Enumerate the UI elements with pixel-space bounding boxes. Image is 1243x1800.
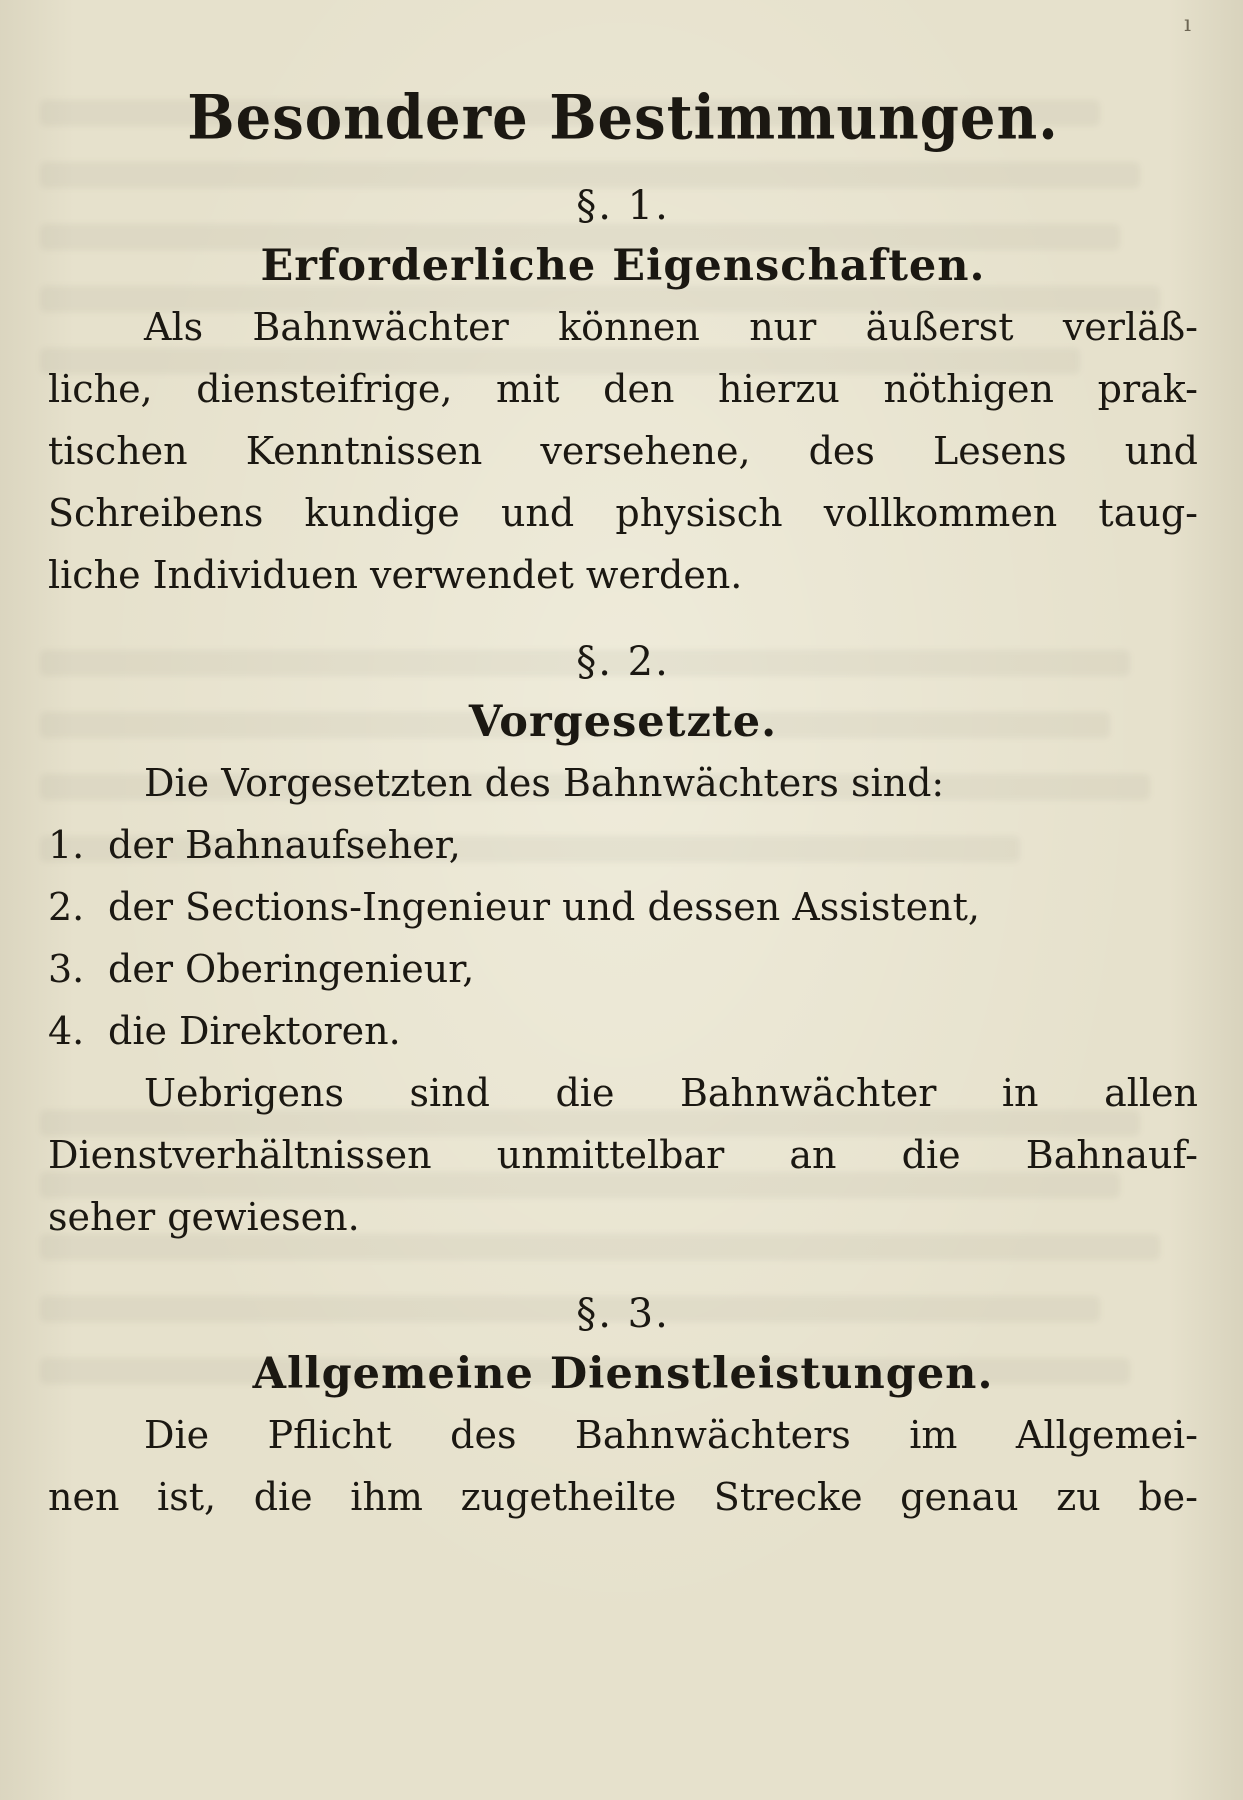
list-item-number: 2. xyxy=(48,885,85,929)
text-line: Uebrigens sind die Bahnwächter in allen xyxy=(144,1071,1198,1115)
list-item xyxy=(48,938,1198,1000)
section-2 xyxy=(48,632,1198,1248)
text-line: Die Pflicht des Bahnwächters im Allgemei- xyxy=(144,1413,1198,1457)
text-line: seher gewiesen. xyxy=(48,1195,360,1239)
list-item-text: die Direktoren. xyxy=(108,1009,401,1053)
text-line: liche, diensteifrige, mit den hierzu nöthigen prak- xyxy=(48,367,1198,411)
text-line: Als Bahnwächter können nur äußerst verläß- xyxy=(144,305,1198,349)
section-heading: Erforderliche Eigenschaften. xyxy=(260,241,986,291)
section-3 xyxy=(48,1284,1198,1528)
superiors-list xyxy=(48,814,1198,1062)
section-number: §. 1. xyxy=(576,183,670,229)
page-corner-mark: ı xyxy=(1183,12,1191,37)
section-heading: Allgemeine Dienstleistungen. xyxy=(252,1349,994,1399)
section-body xyxy=(48,1062,1198,1248)
section-heading: Vorgesetzte. xyxy=(468,697,778,747)
section-1 xyxy=(48,176,1198,606)
list-item-text: der Sections-Ingenieur und dessen Assistent, xyxy=(108,885,980,929)
text-line: Dienstverhältnissen unmittelbar an die Bahnauf- xyxy=(48,1133,1198,1177)
list-item xyxy=(48,1000,1198,1062)
page-title: Besondere Bestimmungen. xyxy=(187,82,1059,154)
text-line: Die Vorgesetzten des Bahnwächters sind: xyxy=(144,761,945,805)
page-text xyxy=(48,78,1198,1528)
text-line: tischen Kenntnissen versehene, des Lesens und xyxy=(48,429,1198,473)
list-item-text: der Bahnaufseher, xyxy=(108,823,461,867)
list-item-number: 4. xyxy=(48,1009,85,1053)
section-body xyxy=(48,296,1198,606)
section-intro xyxy=(48,752,1198,814)
text-line: liche Individuen verwendet werden. xyxy=(48,553,743,597)
section-number: §. 2. xyxy=(576,639,670,685)
section-number: §. 3. xyxy=(576,1291,670,1337)
text-line: nen ist, die ihm zugetheilte Strecke genau zu be- xyxy=(48,1475,1198,1519)
list-item-text: der Oberingenieur, xyxy=(108,947,475,991)
list-item xyxy=(48,876,1198,938)
list-item-number: 1. xyxy=(48,823,85,867)
list-item-number: 3. xyxy=(48,947,85,991)
text-line: Schreibens kundige und physisch vollkommen taug- xyxy=(48,491,1198,535)
section-body xyxy=(48,1404,1198,1528)
list-item xyxy=(48,814,1198,876)
